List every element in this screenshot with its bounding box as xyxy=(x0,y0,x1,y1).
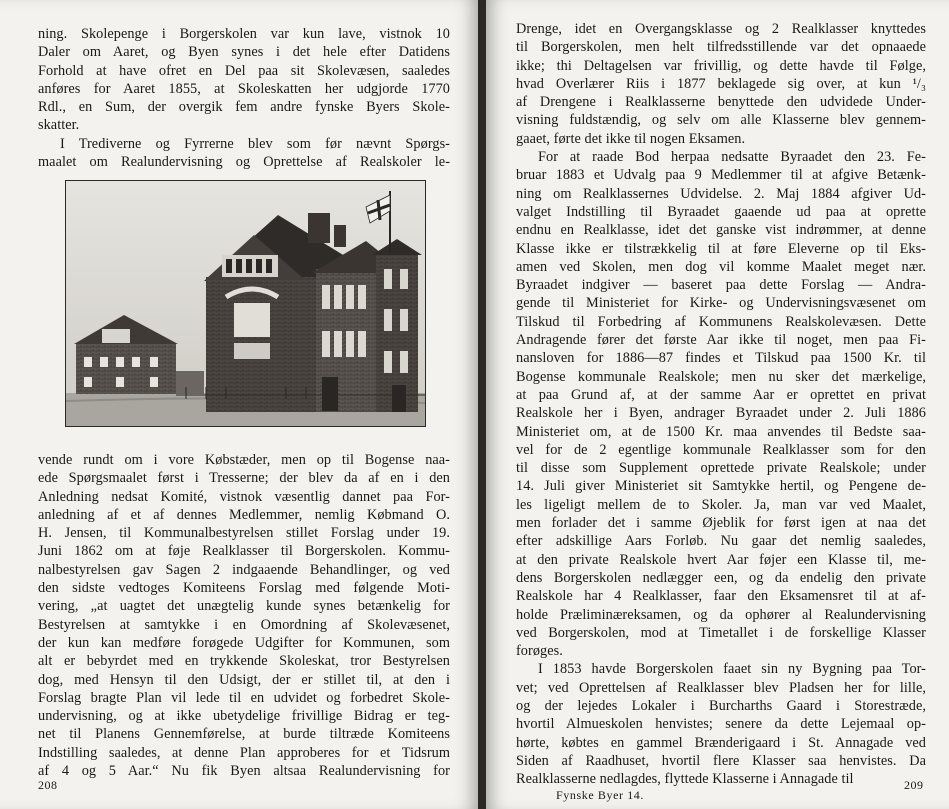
text-line: Klasse ikke er tilstrækkelig til at føre Eleverne op til Eks- xyxy=(516,240,926,257)
right-page xyxy=(486,0,949,809)
text-line: ning. Skolepenge i Borgerskolen var kun lave, vistnok 10 xyxy=(38,26,450,42)
text-line: Forslag bragte Plan vil lede til en udvidet og forbedret Skole- xyxy=(38,689,450,706)
school-building-photo xyxy=(65,180,426,427)
text-line: net til Planens Gennemførelse, at burde tiltræde Komiteens xyxy=(38,726,450,743)
text-line: anføres for Aaret 1855, at Skoleskatten her udgjorde 1770 xyxy=(38,80,450,97)
text-line: visning fuldstændig, og selv om alle Klasserne blev gennem- xyxy=(516,112,926,129)
text-line: hvortil Almueskolen henvistes; senere da dette Lejemaal op- xyxy=(516,716,926,733)
text-line: vende rundt om i vore Købstæder, men op til Bogense naa- xyxy=(38,452,450,468)
printer-signature: Fynske Byer 14. xyxy=(556,788,644,802)
text-line: vering, „at uagtet det unægtelig kunde synes betænkelig for xyxy=(38,598,450,615)
text-line: undervisning, og at ikke ubetydelige frivillige Bidrag er teg- xyxy=(38,708,450,725)
text-line: Realklasserne nedlagdes, flyttede Klasserne i Annagade til xyxy=(516,771,854,788)
text-line: dog, med Hensyn til den Udsigt, der er stillet til, at den i xyxy=(38,671,450,688)
page-number-right: 209 xyxy=(904,778,924,792)
text-line: men forlader det i samme Øjeblik for først igen at naa det xyxy=(516,515,926,532)
text-line: vet; ved Oprettelsen af Realklasser blev Pladsen her for lille, xyxy=(516,679,926,696)
text-line: Realskole har 4 Realklasser, faar den Eksamensret til at af- xyxy=(516,588,926,605)
text-line: hørte, købtes en gammel Brænderigaard i St. Annagade ved xyxy=(516,734,926,751)
book-gutter xyxy=(478,0,486,809)
page-number-left: 208 xyxy=(38,778,58,792)
text-line: Byraadet indgiver — baseret paa dette Forslag — Andra- xyxy=(516,277,926,294)
text-line: bruar 1883 et Udvalg paa 9 Medlemmer til at afgive Betænk- xyxy=(516,167,926,184)
text-line: 14. Juli giver Ministeriet sit Samtykke hertil, og Pengene de- xyxy=(516,478,926,495)
text-line: og der lejedes Lokaler i Burcharths Gaard i Storestræde, xyxy=(516,697,926,714)
text-line: gaaet, førte det ikke til nogen Eksamen. xyxy=(516,130,746,147)
text-line: nalbestyrelsen gav Sagen 2 indgaaende Behandlinger, og ved xyxy=(38,561,450,578)
text-line: amen ved Skolen, men dog vil komme Maalet meget nær. xyxy=(516,258,926,275)
left-bottom-paragraphs xyxy=(38,451,450,780)
text-line: Daler om Aaret, og Byen synes i det hele efter Datidens xyxy=(38,44,450,61)
text-line: ning om Realklassernes Udvidelse. 2. Maj 1884 afgiver Ud- xyxy=(516,185,926,202)
text-line: af 4 og 5 Aar.“ Nu fik Byen altsaa Realundervisning for xyxy=(38,763,450,780)
text-line: Drenge, idet en Overgangsklasse og 2 Realklasser knyttedes xyxy=(516,21,926,37)
text-line: Rdl., en Sum, der overgik fem andre fynske Byers Skole- xyxy=(38,99,450,116)
text-line: af Drengene i Realklasserne benyttede den udvidede Under- xyxy=(516,94,926,111)
text-line: ved Borgerskolen, mod at Timetallet i de forskellige Klasser xyxy=(516,624,926,641)
text-line: holde Præliminæreksamen, og da ophører al Realundervisning xyxy=(516,606,926,623)
left-top-paragraphs xyxy=(38,25,450,171)
text-line: Indstilling saaledes, at denne Plan approberes for et Tidsrum xyxy=(38,744,450,761)
text-line: hvad Overlærer Riis i 1877 beklagede sig over, at kun ¹/₃ xyxy=(516,75,926,92)
right-paragraphs xyxy=(516,20,926,788)
text-line: Ministeriet om, at de 1500 Kr. maa anvendes til Bedste saa- xyxy=(516,423,926,440)
text-line: I Trediverne og Fyrrerne blev som før nævnt Spørgs- xyxy=(60,135,450,152)
text-line: maalet om Realundervisning og Oprettelse af Realskoler le- xyxy=(38,154,450,171)
text-line: til Borgerskolen, men helt tilfredsstillende var det opnaaede xyxy=(516,39,926,56)
text-line: Juni 1862 om at føje Realklasser til Borgerskolen. Kommu- xyxy=(38,543,450,560)
text-line: ikke; thi Deltagelsen var frivillig, og dette havde til Følge, xyxy=(516,57,926,74)
text-line: les ligeligt mellem de to Skoler. Ja, man var ved Maalet, xyxy=(516,496,926,513)
text-line: Bestyrelsen at samtykke i en Omordning af Skolevæsenet, xyxy=(38,616,450,633)
text-line: I 1853 havde Borgerskolen faaet sin ny Bygning paa Tor- xyxy=(538,661,926,678)
text-line: valget Indstilling til Byraadet gaaende ud paa at oprette xyxy=(516,203,926,220)
text-line: For at raade Bod herpaa nedsatte Byraadet den 23. Fe- xyxy=(538,149,926,166)
text-line: Anledning nedsat Komité, vistnok væsentlig dannet paa For- xyxy=(38,488,450,505)
text-line: efter adskillige Aars Forløb. Nu gaar det nemlig saaledes, xyxy=(516,533,926,550)
text-line: endnu en Realklasse, idet det ganske vist indrømmer, at denne xyxy=(516,222,926,239)
text-line: der kun kan medføre forøgede Udgifter for Kommunen, som xyxy=(38,634,450,651)
text-line: vel for de 2 egentlige kommunale Realklasser som for den xyxy=(516,441,926,458)
text-line: ede Spørgsmaalet først i Tresserne; der blev da af en i den xyxy=(38,470,450,487)
text-line: anledning af et af dennes Medlemmer, nemlig Købmand O. xyxy=(38,506,450,523)
text-line: forøges. xyxy=(516,643,563,660)
text-line: dens Borgerskolen nedlægger een, og da endelig den private xyxy=(516,569,926,586)
school-building-illustration xyxy=(66,181,425,426)
text-line: nansloven for 1886—87 findes et Tilskud paa 1500 Kr. til xyxy=(516,350,926,367)
text-line: den sidste vedtoges Komiteens Forslag med følgende Moti- xyxy=(38,580,450,597)
text-line: Forhold at have ofret en Del paa sit Skolevæsen, saaledes xyxy=(38,62,450,79)
text-line: Tilskud til Forbedring af Kommunens Realskolevæsen. Dette xyxy=(516,313,926,330)
text-line: Bogense kommunale Realskole; men nu sker det mærkelige, xyxy=(516,368,926,385)
text-line: Andragende fører det første Aar ikke til noget, men paa Fi- xyxy=(516,332,926,349)
text-line: at den private Realskole hvert Aar føjer een Klasse til, me- xyxy=(516,551,926,568)
text-line: til disse som Supplement oprettede private Realskole; under xyxy=(516,460,926,477)
text-line: Realskole her i Byen, andrager Byraadet under 2. Juli 1886 xyxy=(516,405,926,422)
text-line: alt er bebyrdet med en trykkende Skoleskat, tror Bestyrelsen xyxy=(38,653,450,670)
text-line: gende til Ministeriet for Kirke- og Undervisningsvæsenet om xyxy=(516,295,926,312)
text-line: H. Jensen, til Kommunalbestyrelsen stillet Forslag under 19. xyxy=(38,525,450,542)
text-line: at paa Grund af, at der samme Aar er oprettet en privat xyxy=(516,386,926,403)
text-line: Siden af Raadhuset, hvortil flere Klasser saa henvistes. Da xyxy=(516,752,926,769)
text-line: skatter. xyxy=(38,117,80,134)
